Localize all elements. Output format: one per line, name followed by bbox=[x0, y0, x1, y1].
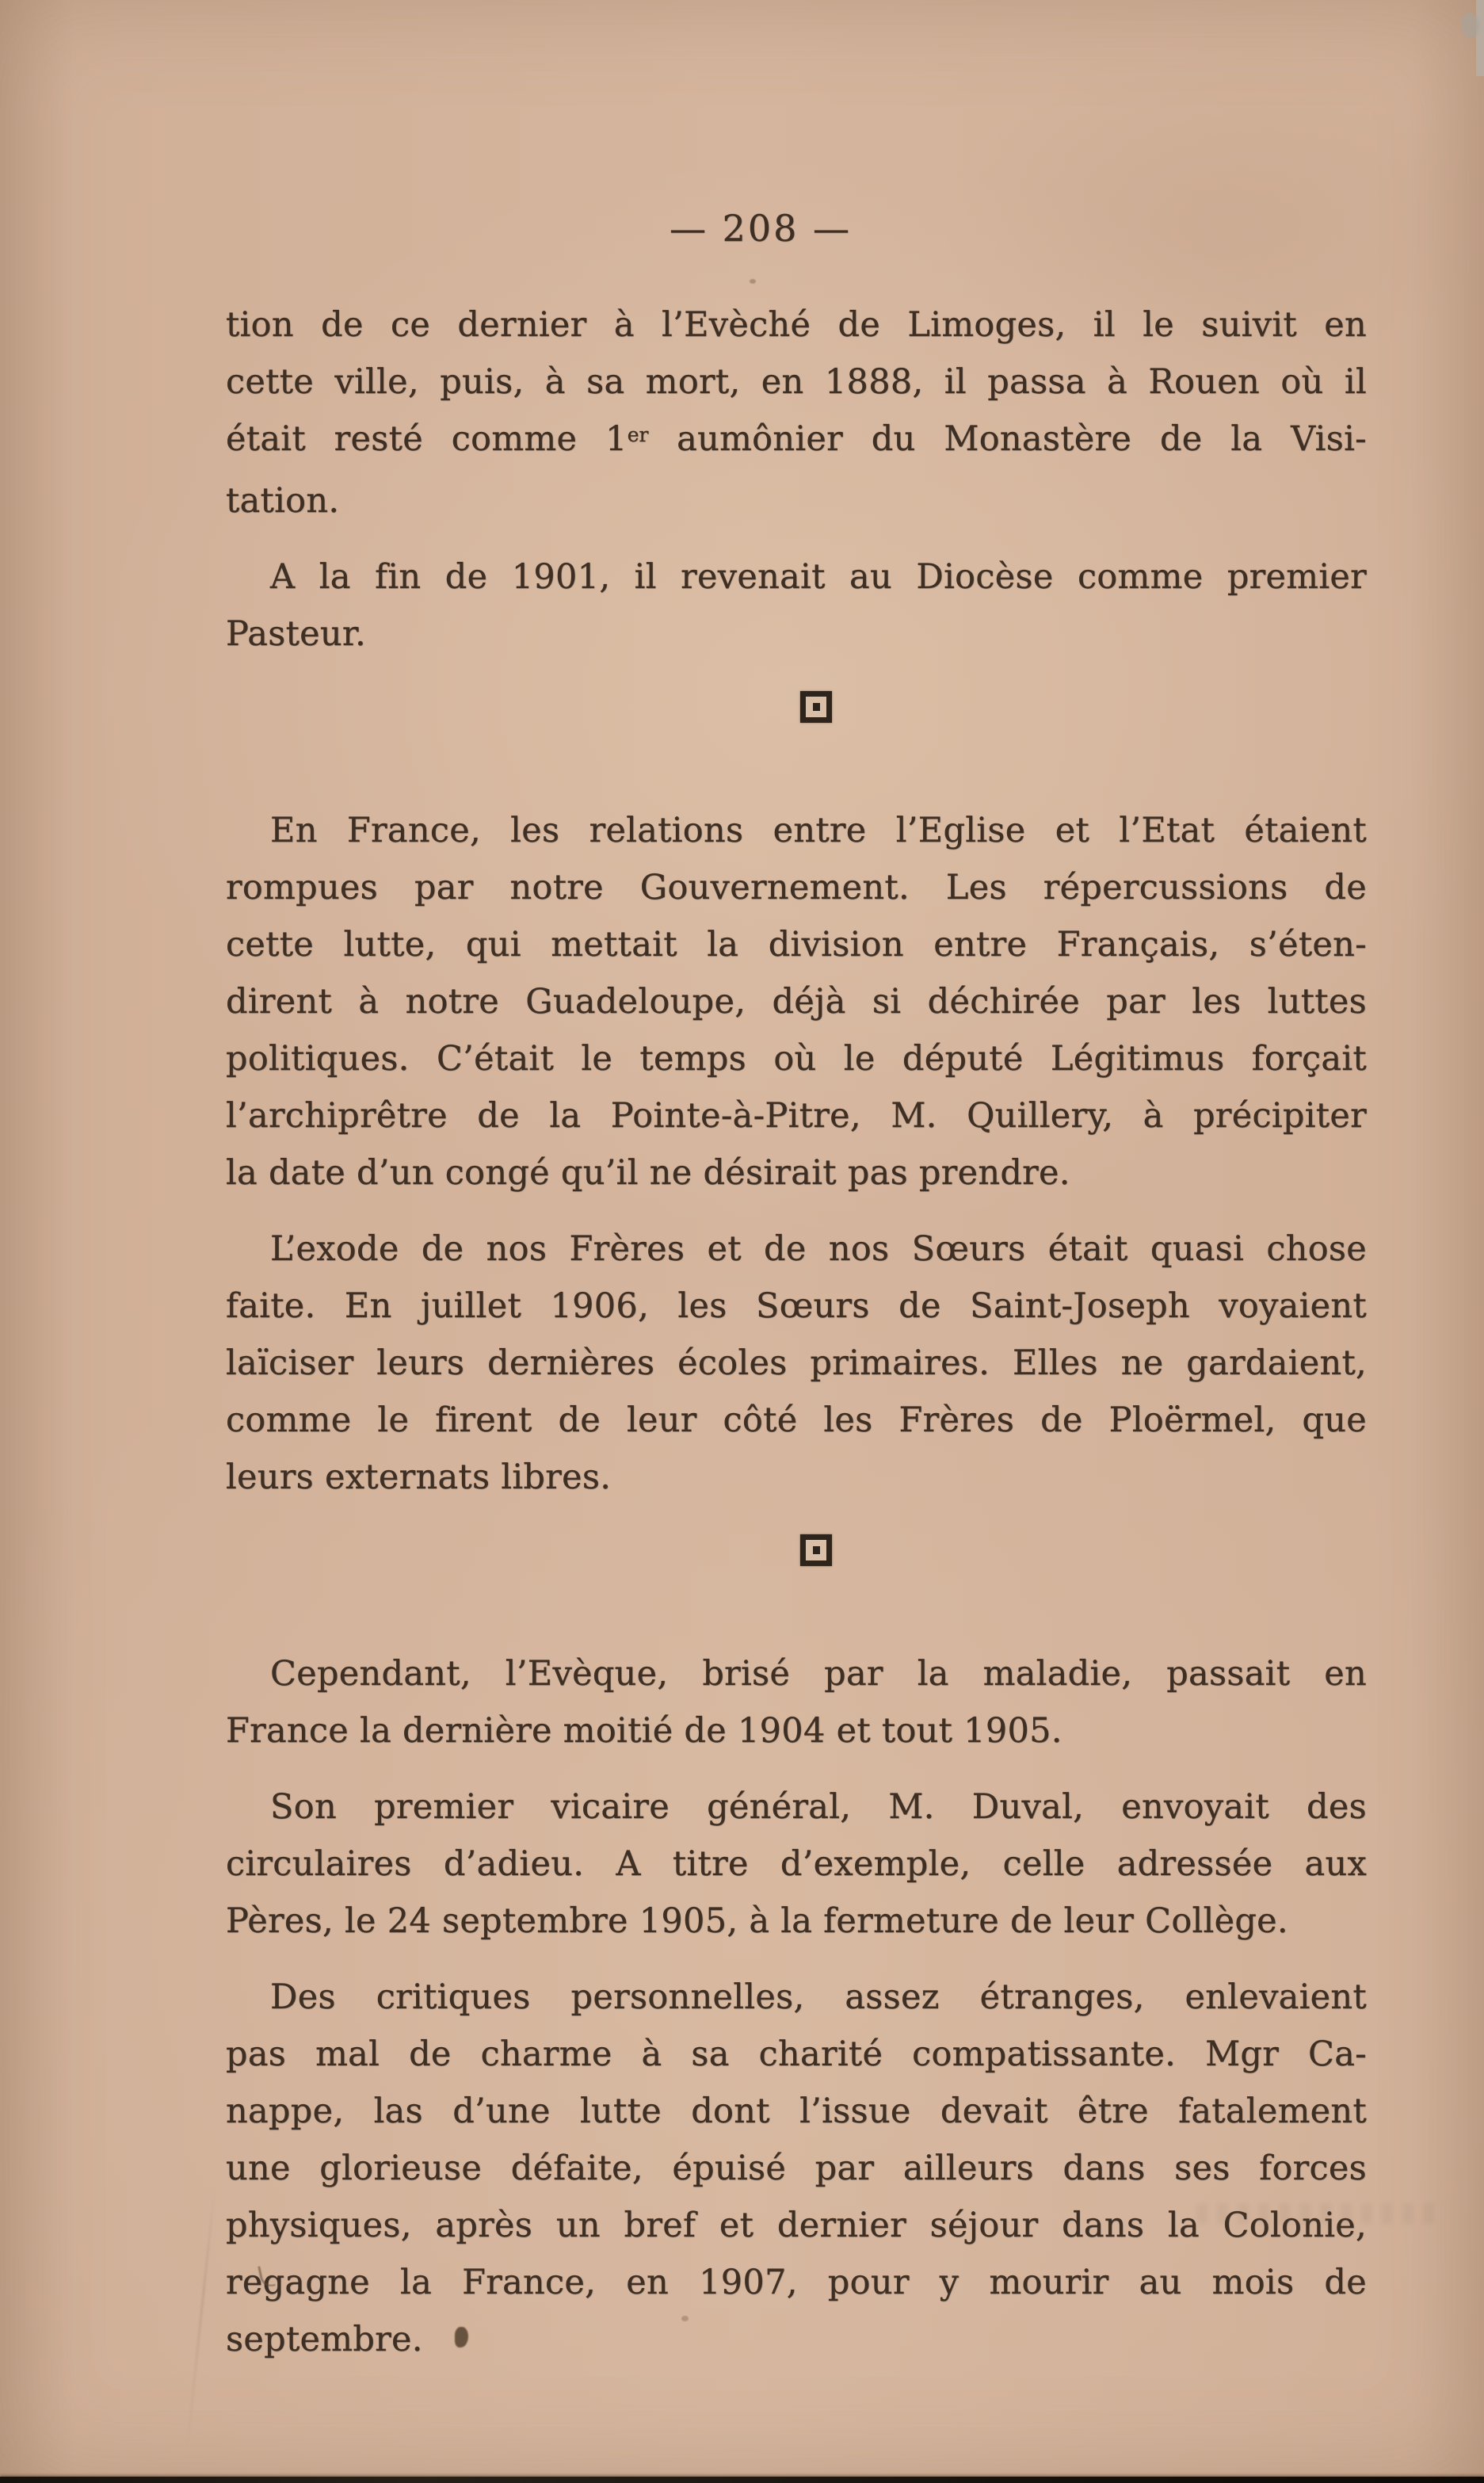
text-line: circulaires d’adieu. A titre d’exemple, celle adressée aux bbox=[226, 1844, 1367, 1884]
section-divider bbox=[226, 691, 1367, 723]
page-number: — 208 — bbox=[669, 207, 853, 250]
text-line: une glorieuse défaite, épuisé par ailleurs dans ses forces bbox=[226, 2149, 1367, 2188]
text-line: Pasteur. bbox=[226, 614, 367, 654]
text-line: tion de ce dernier à l’Evèché de Limoges, il le suivit en bbox=[226, 305, 1367, 345]
page-content bbox=[226, 296, 1367, 2368]
text-line: Cependant, l’Evèque, brisé par la maladie, passait en bbox=[270, 1654, 1367, 1694]
text-line: la date d’un congé qu’il ne désirait pas prendre. bbox=[226, 1153, 1070, 1193]
paragraph bbox=[226, 1778, 1367, 1950]
text-line: dirent à notre Guadeloupe, déjà si déchirée par les luttes bbox=[226, 982, 1367, 1022]
text-line: pas mal de charme à sa charité compatissante. Mgr Ca- bbox=[226, 2034, 1367, 2074]
text-line: leurs externats libres. bbox=[226, 1457, 612, 1497]
paragraph bbox=[226, 548, 1367, 663]
scan-corner-blotch bbox=[1462, 13, 1479, 38]
text-line: comme le firent de leur côté les Frères de Ploërmel, que bbox=[226, 1400, 1367, 1440]
scan-edge-bar bbox=[0, 2477, 1484, 2483]
text-line: septembre. bbox=[226, 2320, 423, 2359]
text-line: En France, les relations entre l’Eglise et l’Etat étaient bbox=[270, 811, 1367, 850]
text-line: L’exode de nos Frères et de nos Sœurs était quasi chose bbox=[270, 1229, 1367, 1269]
text-line: Pères, le 24 septembre 1905, à la fermeture de leur Collège. bbox=[226, 1901, 1288, 1941]
text-line: regagne la France, en 1907, pour y mourir au mois de bbox=[226, 2263, 1367, 2302]
square-ornament-icon bbox=[800, 691, 832, 723]
ink-speck bbox=[681, 2316, 689, 2321]
text-line: laïciser leurs dernières écoles primaires. Elles ne gardaient, bbox=[226, 1343, 1367, 1383]
section-divider bbox=[226, 1534, 1367, 1566]
text-line: rompues par notre Gouvernement. Les répercussions de bbox=[226, 868, 1367, 907]
paragraph bbox=[226, 1969, 1367, 2368]
text-line: l’archiprêtre de la Pointe-à-Pitre, M. Quillery, à précipiter bbox=[226, 1096, 1367, 1136]
paragraph bbox=[226, 1645, 1367, 1759]
text-line: tation. bbox=[226, 481, 340, 521]
scan-edge-strip bbox=[1476, 0, 1484, 76]
text-line: politiques. C’était le temps où le député Légitimus forçait bbox=[226, 1039, 1367, 1079]
text-line: Son premier vicaire général, M. Duval, envoyait des bbox=[270, 1787, 1367, 1827]
paragraph bbox=[226, 1220, 1367, 1506]
text-line: faite. En juillet 1906, les Sœurs de Saint-Joseph voyaient bbox=[226, 1286, 1367, 1326]
text-line: cette lutte, qui mettait la division entre Français, s’éten- bbox=[226, 925, 1367, 965]
text-line: cette ville, puis, à sa mort, en 1888, il passa à Rouen où il bbox=[226, 362, 1367, 402]
paper-crease bbox=[186, 2188, 216, 2449]
text-line: A la fin de 1901, il revenait au Diocèse comme premier bbox=[270, 557, 1367, 597]
paragraph bbox=[226, 802, 1367, 1201]
text-column bbox=[226, 0, 1367, 2368]
text-line: nappe, las d’une lutte dont l’issue devait être fatalement bbox=[226, 2091, 1367, 2131]
ink-bleedthrough-smudge bbox=[1196, 2203, 1442, 2224]
square-ornament-icon bbox=[800, 1534, 832, 1566]
paragraph bbox=[226, 296, 1367, 529]
ink-speck bbox=[750, 279, 756, 284]
text-line: physiques, après un bref et dernier séjour dans la Colonie, bbox=[226, 2206, 1367, 2245]
text-line: France la dernière moitié de 1904 et tout 1905. bbox=[226, 1711, 1062, 1751]
text-line: était resté comme 1er aumônier du Monastère de la Visi- bbox=[226, 419, 1367, 459]
text-line: Des critiques personnelles, assez étranges, enlevaient bbox=[270, 1977, 1367, 2017]
